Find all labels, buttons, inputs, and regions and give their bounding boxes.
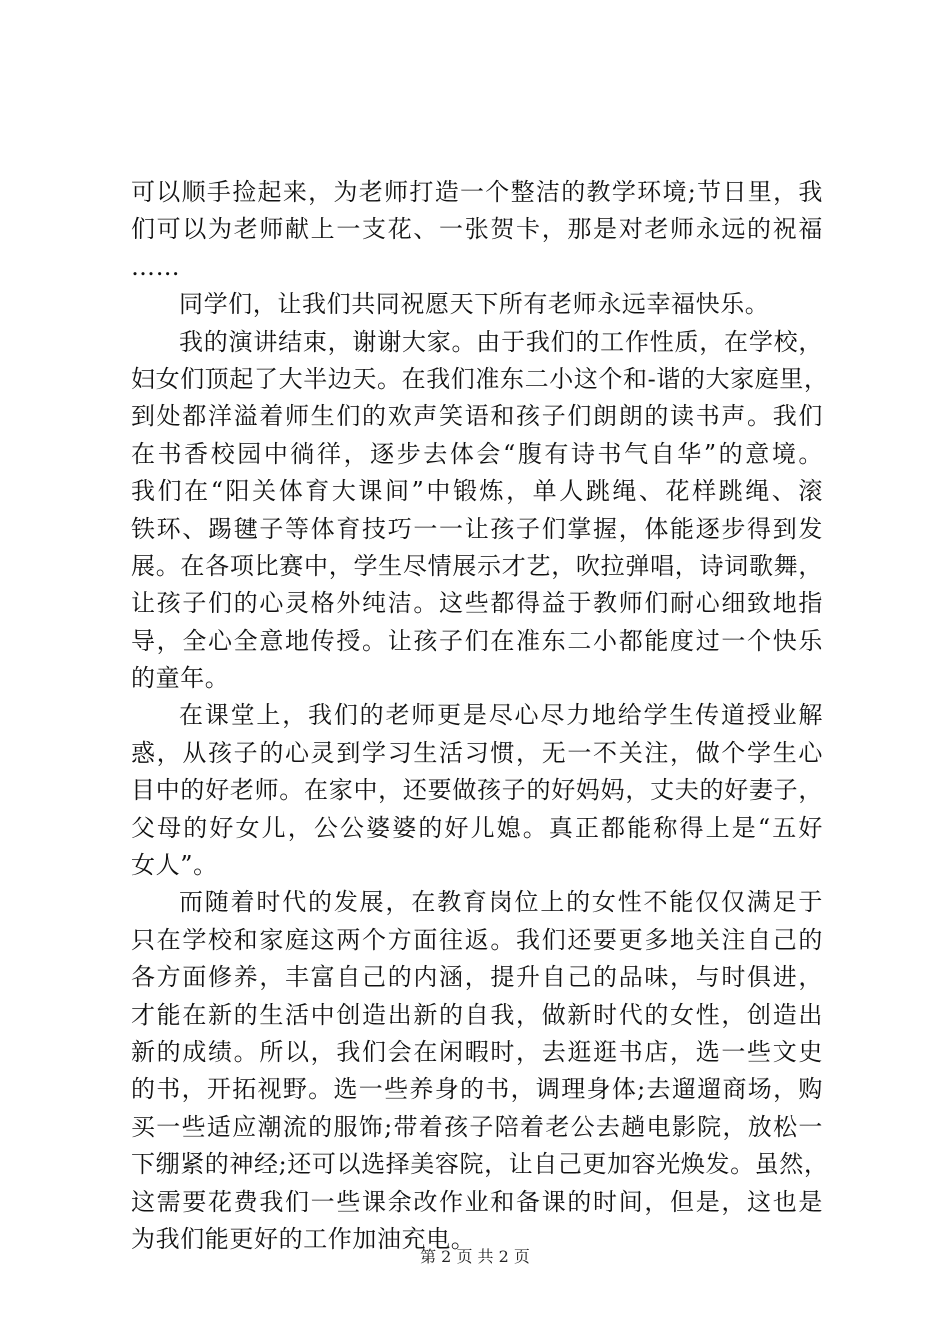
text-line: 导，全心全意地传授。让孩子们在准东二小都能度过一个快乐 xyxy=(131,626,823,655)
document-body xyxy=(131,174,829,1258)
text-line: 铁环、踢毽子等体育技巧一一让孩子们掌握，体能逐步得到发 xyxy=(131,514,823,543)
text-line: 们可以为老师献上一支花、一张贺卡，那是对老师永远的祝福 xyxy=(131,215,823,244)
text-line: 只在学校和家庭这两个方面往返。我们还要更多地关注自己的 xyxy=(131,925,823,954)
text-line: 为我们能更好的工作加油充电。 xyxy=(131,1224,476,1253)
text-line: 的书，开拓视野。选一些养身的书，调理身体;去遛遛商场，购 xyxy=(131,1075,823,1104)
text-line: 女人”。 xyxy=(131,851,218,880)
text-line: 惑，从孩子的心灵到学习生活习惯，无一不关注，做个学生心 xyxy=(131,738,823,767)
text-line: 同学们，让我们共同祝愿天下所有老师永远幸福快乐。 xyxy=(179,290,770,319)
text-line: 各方面修养，丰富自己的内涵，提升自己的品味，与时俱进， xyxy=(131,963,823,992)
text-line: 展。在各项比赛中，学生尽情展示才艺，吹拉弹唱，诗词歌舞， xyxy=(131,551,823,580)
page-footer: 第 2 页 共 2 页 xyxy=(420,1247,530,1266)
text-line: 目中的好老师。在家中，还要做孩子的好妈妈，丈夫的好妻子， xyxy=(131,776,823,805)
text-line: 父母的好女儿，公公婆婆的好儿媳。真正都能称得上是“五好 xyxy=(131,813,823,842)
text-line: 在课堂上，我们的老师更是尽心尽力地给学生传道授业解 xyxy=(179,701,823,730)
text-line: 可以顺手捡起来，为老师打造一个整洁的教学环境;节日里，我 xyxy=(131,178,823,206)
text-line: 我的演讲结束，谢谢大家。由于我们的工作性质，在学校， xyxy=(179,327,823,356)
text-line: 的童年。 xyxy=(131,664,230,693)
text-line: 妇女们顶起了大半边天。在我们准东二小这个和-谐的大家庭里， xyxy=(131,364,829,393)
text-line: 在书香校园中徜徉，逐步去体会“腹有诗书气自华”的意境。 xyxy=(131,439,823,468)
text-line: 我们在“阳关体育大课间”中锻炼，单人跳绳、花样跳绳、滚 xyxy=(131,477,823,506)
text-line: 新的成绩。所以，我们会在闲暇时，去逛逛书店，选一些文史 xyxy=(131,1037,823,1066)
text-line: 让孩子们的心灵格外纯洁。这些都得益于教师们耐心细致地指 xyxy=(131,589,823,618)
text-line: 到处都洋溢着师生们的欢声笑语和孩子们朗朗的读书声。我们 xyxy=(131,402,823,431)
text-line: 下绷紧的神经;还可以选择美容院，让自己更加容光焕发。虽然， xyxy=(131,1150,829,1179)
text-line: 这需要花费我们一些课余改作业和备课的时间，但是，这也是 xyxy=(131,1187,823,1216)
text-line: 买一些适应潮流的服饰;带着孩子陪着老公去趟电影院，放松一 xyxy=(131,1112,823,1141)
text-line: 而随着时代的发展，在教育岗位上的女性不能仅仅满足于 xyxy=(179,888,823,917)
text-line: 才能在新的生活中创造出新的自我，做新时代的女性，创造出 xyxy=(131,1000,823,1029)
text-line: …… xyxy=(131,252,181,281)
